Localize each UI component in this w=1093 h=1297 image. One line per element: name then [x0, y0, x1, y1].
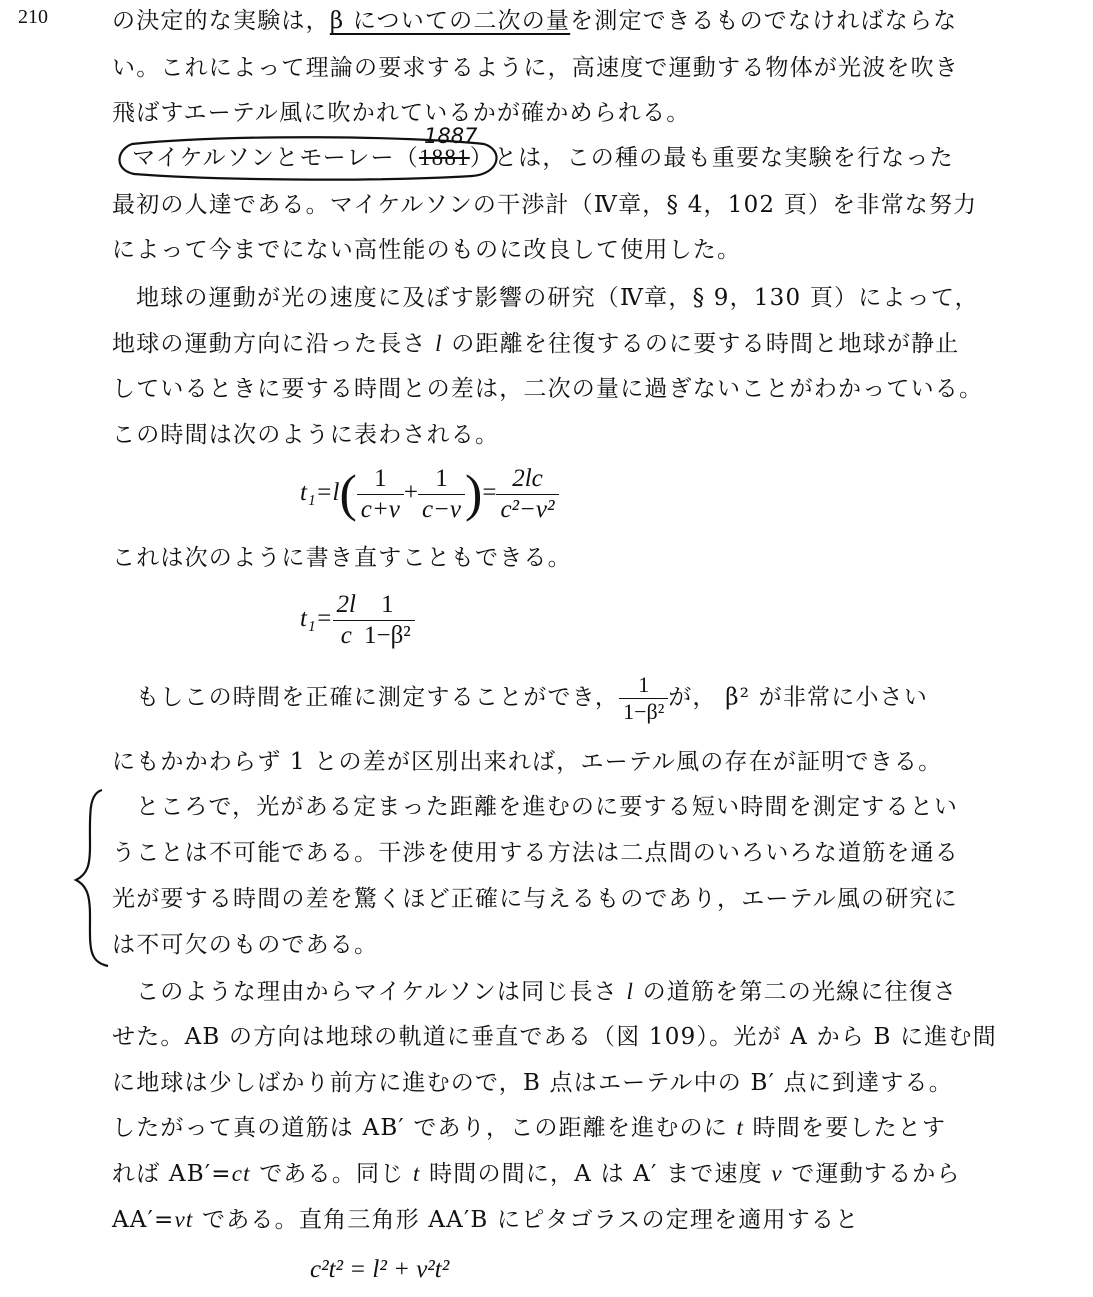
handwritten-year: 1887 — [424, 124, 478, 148]
den: 1−β² — [363, 622, 411, 649]
paragraph2-line1 — [132, 143, 1002, 173]
eq2-fraction-1 — [333, 590, 360, 651]
paragraph3-line2 — [112, 329, 982, 359]
paragraph6-line5 — [112, 1159, 982, 1189]
plus: + — [403, 479, 418, 507]
text: の距離を往復するのに要する時間と地球が静止 — [451, 331, 960, 357]
num: 2lc — [496, 464, 558, 495]
underlined-phrase: β についての二次の量 — [329, 8, 571, 34]
paragraph2-line3: によって今までにない高性能のものに改良して使用した。 — [112, 237, 742, 263]
num: 1 — [357, 464, 404, 495]
variable-l: l — [435, 331, 443, 356]
text: が， — [668, 684, 717, 711]
num: 1 — [418, 464, 465, 495]
paragraph3-line4: この時間は次のように表わされる。 — [112, 422, 500, 448]
den: c — [340, 622, 352, 649]
equation-2 — [300, 590, 415, 651]
text: もしこの時間を正確に測定することができ， — [136, 684, 620, 711]
paragraph5-line1: ところで，光がある定まった距離を進むのに要する短い時間を測定するとい — [136, 794, 959, 820]
equation-1: t₁=l( $\frac{1}{c+v}$ + $\frac{1}{c-v}$ )= $\frac{2lc}{\text{c²−v²}}$ — [300, 464, 559, 525]
equation-3: c²t² = l² + v²t² — [310, 1256, 450, 1283]
text: 地球の運動方向に沿った長さ — [112, 331, 427, 357]
den: c+v — [360, 496, 400, 523]
text: とは，この種の最も重要な実験を行なった — [493, 145, 954, 171]
eq2-fraction-2 — [360, 590, 415, 651]
page-number: 210 — [18, 6, 48, 28]
circled-names: マイケルソンとモーレー（ — [132, 145, 419, 171]
paragraph1-line2: い。これによって理論の要求するように，高速度で運動する物体が光波を吹き — [112, 55, 959, 81]
text: 時間を要したとす — [752, 1115, 947, 1141]
equals: = — [482, 479, 497, 507]
variable-t: t — [736, 1115, 745, 1140]
paragraph6-line6 — [112, 1205, 982, 1235]
text: を測定できるものでなければならな — [570, 8, 958, 34]
num: 1 — [619, 672, 668, 699]
text: ） — [469, 145, 494, 171]
paragraph6-line2: せた。AB の方向は地球の軌道に垂直である（図 109）。光が A から B に進む間 — [112, 1024, 997, 1050]
text: で運動するから — [791, 1161, 961, 1187]
rewrite-line: これは次のように書き直すこともできる。 — [112, 545, 572, 571]
variable-v: v — [771, 1161, 783, 1186]
text: の道筋を第二の光線に往復さ — [642, 979, 958, 1005]
num: 1 — [360, 590, 415, 621]
num: 2l — [333, 590, 360, 621]
paragraph3-line3: しているときに要する時間との差は，二次の量に過ぎないことがわかっている。 — [112, 376, 984, 402]
paragraph2-line2: 最初の人達である。マイケルソンの干渉計（Ⅳ章，§ 4，102 頁）を非常な努力 — [112, 192, 978, 218]
paragraph3-line1: 地球の運動が光の速度に及ぼす影響の研究（Ⅳ章，§ 9，130 頁）によって， — [136, 285, 979, 311]
den: 1−β² — [623, 699, 665, 724]
variable-l: l — [626, 979, 635, 1004]
text: れば AB′= — [112, 1161, 232, 1187]
text: AA′= — [112, 1207, 175, 1233]
paragraph4-line1 — [136, 672, 982, 725]
text: したがって真の道筋は AB′ であり，この距離を進むのに — [112, 1115, 728, 1141]
variable-vt: vt — [174, 1207, 194, 1232]
paragraph1-line3: 飛ばすエーテル風に吹かれているかが確かめられる。 — [112, 100, 691, 126]
den: c−v — [421, 496, 462, 523]
eq1-lhs: t₁=l — [300, 479, 340, 507]
handwritten-brace-annotation — [70, 786, 114, 972]
text: β² が非常に小さい — [725, 684, 929, 711]
paragraph6-line4 — [112, 1113, 982, 1143]
struck-year: 1881 — [418, 145, 470, 170]
paragraph4-line2: にもかかわらず 1 との差が区別出来れば，エーテル風の存在が証明できる。 — [112, 749, 943, 775]
text: の決定的な実験は， — [112, 8, 330, 34]
eq2-lhs: t₁= — [300, 605, 333, 633]
eq1-fraction-1 — [357, 464, 404, 525]
paragraph6-line3: に地球は少しばかり前方に進むので，B 点はエーテル中の B′ 点に到達する。 — [112, 1070, 953, 1096]
paragraph5-line4: は不可欠のものである。 — [112, 932, 379, 958]
paragraph5-line3: 光が要する時間の差を驚くほど正確に与えるものであり，エーテル風の研究に — [112, 886, 958, 912]
variable-ct: ct — [231, 1161, 251, 1186]
text: である。同じ — [259, 1161, 405, 1187]
eq1-fraction-3 — [496, 464, 558, 525]
text: このような理由からマイケルソンは同じ長さ — [136, 979, 618, 1005]
text: である。直角三角形 AA′B にピタゴラスの定理を適用すると — [202, 1207, 860, 1233]
text: 時間の間に，A は A′ まで速度 — [429, 1161, 763, 1187]
paragraph1-line1 — [112, 6, 982, 36]
inline-fraction — [619, 672, 668, 725]
variable-t: t — [412, 1161, 421, 1186]
eq1-fraction-2 — [418, 464, 465, 525]
paragraph5-line2: うことは不可能である。干渉を使用する方法は二点間のいろいろな道筋を通る — [112, 840, 959, 866]
den: c²−v² — [500, 496, 555, 523]
paragraph6-line1 — [136, 977, 1006, 1007]
